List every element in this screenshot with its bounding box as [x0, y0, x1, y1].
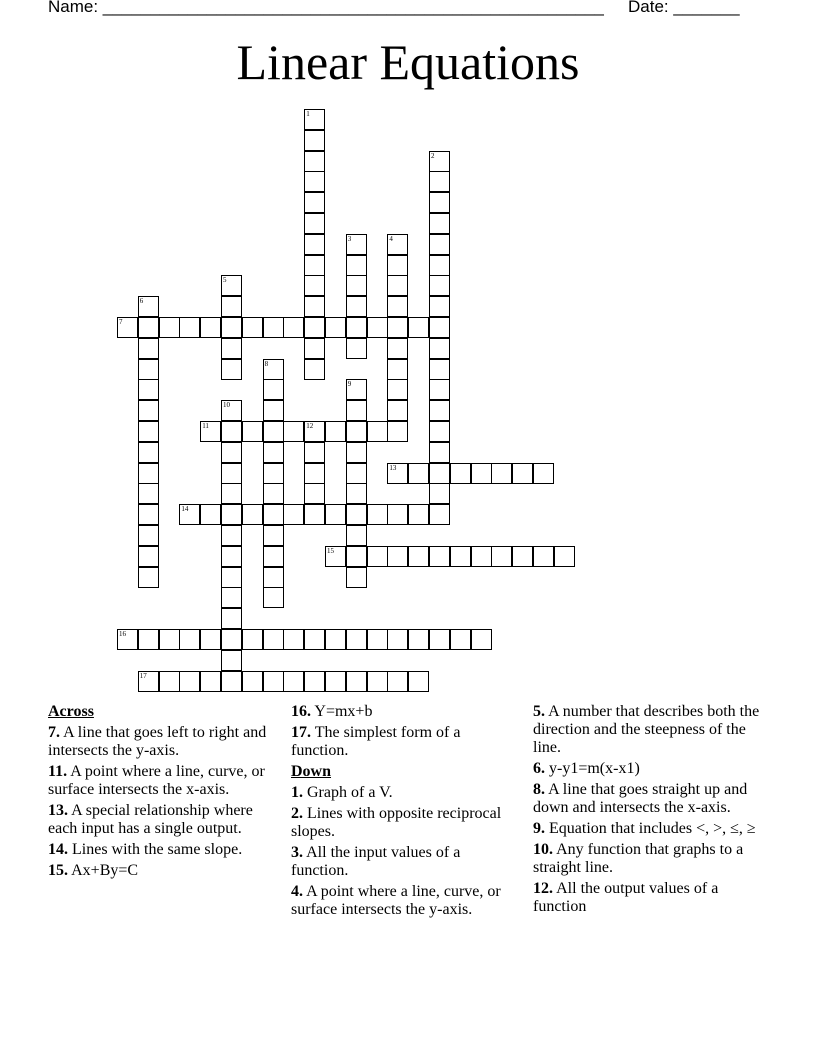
crossword-cell[interactable] — [387, 400, 408, 421]
crossword-cell[interactable] — [221, 525, 242, 546]
crossword-cell[interactable] — [221, 629, 242, 650]
clue-down-6 — [533, 760, 763, 778]
crossword-cell[interactable] — [263, 671, 284, 692]
clue-text: All the input values of a function. — [291, 844, 461, 879]
crossword-cell[interactable] — [471, 463, 492, 484]
crossword-cell[interactable] — [283, 671, 304, 692]
crossword-cell[interactable] — [408, 629, 429, 650]
crossword-cell[interactable] — [304, 171, 325, 192]
crossword-cell[interactable] — [491, 463, 512, 484]
crossword-cell[interactable] — [221, 296, 242, 317]
crossword-cell[interactable] — [512, 546, 533, 567]
crossword-cell[interactable] — [221, 504, 242, 525]
clue-number-label: 1 — [306, 110, 310, 118]
crossword-cell[interactable] — [138, 504, 159, 525]
crossword-cell[interactable] — [512, 463, 533, 484]
crossword-cell[interactable] — [304, 130, 325, 151]
crossword-cell[interactable] — [304, 234, 325, 255]
crossword-cell[interactable] — [346, 525, 367, 546]
crossword-cell[interactable] — [304, 275, 325, 296]
crossword-cell[interactable] — [346, 483, 367, 504]
clue-number-label: 3 — [347, 234, 352, 243]
clue-number: 7. — [48, 724, 60, 741]
crossword-cell[interactable] — [367, 671, 388, 692]
clue-number-label: 15 — [327, 546, 334, 555]
crossword-cell[interactable] — [387, 504, 408, 525]
clue-number: 2. — [291, 805, 303, 822]
crossword-cell[interactable] — [304, 359, 325, 380]
clue-text: Lines with the same slope. — [72, 841, 243, 858]
crossword-cell[interactable] — [263, 567, 284, 588]
clue-down-5 — [533, 703, 763, 757]
crossword-cell[interactable] — [346, 546, 367, 567]
clue-text: Any function that graphs to a straight line. — [533, 841, 744, 876]
crossword-cell[interactable] — [221, 442, 242, 463]
clue-number-label: 12 — [306, 422, 314, 430]
clues-column-3 — [533, 703, 763, 919]
crossword-cell[interactable] — [408, 463, 429, 484]
crossword-cell[interactable] — [429, 379, 450, 400]
crossword-cell[interactable] — [346, 296, 367, 317]
clue-number-label: 2 — [431, 151, 435, 160]
crossword-cell[interactable] — [138, 379, 159, 400]
crossword-cell[interactable] — [387, 359, 408, 380]
clue-down-2 — [291, 805, 521, 841]
crossword-cell[interactable] — [138, 359, 159, 380]
clue-number: 12. — [533, 880, 553, 897]
clue-text: The simplest form of a function. — [291, 724, 461, 759]
crossword-cell[interactable] — [179, 317, 200, 338]
clue-number: 17. — [291, 724, 311, 741]
clue-text: Ax+By=C — [71, 862, 139, 879]
crossword-cell[interactable] — [387, 255, 408, 276]
clue-text: A line that goes left to right and intersects the y-axis. — [48, 724, 267, 759]
crossword-cell[interactable] — [304, 255, 325, 276]
crossword-cell[interactable] — [450, 546, 471, 567]
crossword-cell[interactable] — [471, 546, 492, 567]
crossword-cell[interactable] — [346, 255, 367, 276]
crossword-cell[interactable] — [221, 567, 242, 588]
crossword-cell[interactable] — [304, 296, 325, 317]
clue-text: All the output values of a function — [533, 880, 719, 915]
crossword-cell[interactable] — [179, 671, 200, 692]
crossword-cell[interactable] — [242, 421, 263, 442]
crossword-cell[interactable] — [554, 546, 575, 567]
clue-number-label: 16 — [119, 630, 126, 638]
clues-column-1 — [48, 703, 278, 883]
crossword-cell[interactable] — [387, 317, 408, 338]
crossword-cell[interactable] — [387, 629, 408, 650]
clue-number: 16. — [291, 703, 311, 720]
clue-number-label: 13 — [389, 463, 397, 472]
crossword-cell[interactable] — [325, 421, 346, 442]
page-title: Linear Equations — [236, 34, 580, 90]
crossword-cell[interactable] — [304, 483, 325, 504]
crossword-cell[interactable] — [325, 317, 346, 338]
clue-number-label: 5 — [223, 276, 227, 285]
crossword-cell[interactable] — [200, 629, 221, 650]
clue-number-label: 6 — [139, 297, 144, 306]
crossword-cell[interactable] — [138, 525, 159, 546]
crossword-cell[interactable] — [387, 379, 408, 400]
clue-number: 11. — [48, 763, 68, 780]
crossword-cell[interactable] — [221, 317, 242, 338]
crossword-cell[interactable] — [179, 629, 200, 650]
crossword-cell[interactable] — [159, 317, 180, 338]
crossword-cell[interactable] — [346, 463, 367, 484]
crossword-cell[interactable] — [429, 275, 450, 296]
crossword-cell[interactable] — [429, 296, 450, 317]
crossword-cell[interactable] — [346, 629, 367, 650]
crossword-cell[interactable] — [138, 421, 159, 442]
clue-across-11 — [48, 763, 278, 799]
clue-number: 8. — [533, 781, 545, 798]
crossword-cell[interactable] — [429, 442, 450, 463]
crossword-cell[interactable] — [263, 504, 284, 525]
clue-number-label: 17 — [139, 671, 147, 680]
crossword-cell[interactable] — [367, 546, 388, 567]
crossword-cell[interactable] — [346, 504, 367, 525]
clue-number: 15. — [48, 862, 68, 879]
crossword-cell[interactable] — [408, 671, 429, 692]
crossword-cell[interactable] — [138, 400, 159, 421]
clue-number-label: 7 — [119, 318, 123, 326]
clue-text: A number that describes both the direction and the steepness of the line. — [533, 703, 760, 756]
crossword-cell[interactable] — [346, 317, 367, 338]
crossword-cell[interactable] — [242, 504, 263, 525]
crossword-cell[interactable] — [200, 671, 221, 692]
crossword-cell[interactable] — [325, 629, 346, 650]
crossword-cell[interactable] — [263, 421, 284, 442]
crossword-cell[interactable] — [138, 629, 159, 650]
clue-across-13 — [48, 802, 278, 838]
crossword-cell[interactable] — [429, 463, 450, 484]
crossword-cell[interactable] — [263, 463, 284, 484]
clue-down-9 — [533, 820, 763, 838]
crossword-cell[interactable] — [221, 338, 242, 359]
crossword-cell[interactable] — [429, 171, 450, 192]
crossword-cell[interactable] — [138, 317, 159, 338]
crossword-cell[interactable] — [263, 379, 284, 400]
crossword-cell[interactable] — [263, 317, 284, 338]
crossword-cell[interactable] — [263, 483, 284, 504]
crossword-cell[interactable] — [429, 504, 450, 525]
crossword-cell[interactable] — [221, 587, 242, 608]
clue-text: Graph of a V. — [307, 784, 393, 801]
crossword-cell[interactable] — [429, 483, 450, 504]
crossword-cell[interactable] — [138, 567, 159, 588]
crossword-cell[interactable] — [242, 629, 263, 650]
crossword-cell[interactable] — [346, 338, 367, 359]
crossword-cell[interactable] — [367, 317, 388, 338]
crossword-cell[interactable] — [367, 421, 388, 442]
crossword-cell[interactable] — [200, 317, 221, 338]
clue-down-10 — [533, 841, 763, 877]
clue-text: Equation that includes <, >, ≤, ≥ — [549, 820, 756, 837]
crossword-cell[interactable] — [304, 442, 325, 463]
crossword-cell[interactable] — [387, 421, 408, 442]
crossword-cell[interactable] — [263, 546, 284, 567]
clue-across-14 — [48, 841, 278, 859]
crossword-cell[interactable] — [221, 359, 242, 380]
crossword-cell[interactable] — [283, 317, 304, 338]
crossword-cell[interactable] — [429, 213, 450, 234]
down-heading: Down — [291, 763, 332, 780]
crossword-cell[interactable] — [304, 192, 325, 213]
crossword-cell[interactable] — [346, 275, 367, 296]
crossword-cell[interactable] — [221, 483, 242, 504]
crossword-cell[interactable] — [346, 421, 367, 442]
crossword-cell[interactable] — [138, 338, 159, 359]
crossword-cell[interactable] — [221, 463, 242, 484]
date-field-label[interactable]: Date: _______ — [628, 0, 740, 16]
crossword-cell[interactable] — [221, 421, 242, 442]
crossword-cell[interactable] — [221, 650, 242, 671]
crossword-cell[interactable] — [367, 629, 388, 650]
clue-text: y-y1=m(x-x1) — [549, 760, 640, 777]
crossword-cell[interactable] — [429, 192, 450, 213]
crossword-cell[interactable] — [200, 504, 221, 525]
crossword-cell[interactable] — [346, 671, 367, 692]
crossword-cell[interactable] — [408, 546, 429, 567]
crossword-cell[interactable] — [304, 629, 325, 650]
clue-number: 1. — [291, 784, 303, 801]
clue-across-16 — [291, 703, 521, 721]
clue-across-15 — [48, 862, 278, 880]
crossword-cell[interactable] — [429, 317, 450, 338]
clue-text: A point where a line, curve, or surface intersects the x-axis. — [48, 763, 265, 798]
name-field-label[interactable]: Name: _____________________________________________________ — [48, 0, 604, 16]
crossword-cell[interactable] — [242, 317, 263, 338]
clue-across-7 — [48, 724, 278, 760]
clue-text: Y=mx+b — [314, 703, 373, 720]
clue-text: Lines with opposite reciprocal slopes. — [291, 805, 502, 840]
clue-text: A line that goes straight up and down and intersects the x-axis. — [533, 781, 748, 816]
crossword-cell[interactable] — [304, 213, 325, 234]
across-heading: Across — [48, 703, 94, 720]
crossword-cell[interactable] — [429, 359, 450, 380]
crossword-cell[interactable] — [367, 504, 388, 525]
crossword-cell[interactable] — [325, 504, 346, 525]
crossword-cell[interactable] — [263, 525, 284, 546]
crossword-cell[interactable] — [429, 421, 450, 442]
crossword-cell[interactable] — [138, 483, 159, 504]
crossword-cell[interactable] — [408, 504, 429, 525]
crossword-cell[interactable] — [450, 463, 471, 484]
crossword-cell[interactable] — [283, 629, 304, 650]
clue-across-17 — [291, 724, 521, 760]
crossword-cell[interactable] — [221, 546, 242, 567]
crossword-cell[interactable] — [387, 671, 408, 692]
crossword-cell[interactable] — [346, 400, 367, 421]
crossword-cell[interactable] — [429, 400, 450, 421]
crossword-cell[interactable] — [387, 275, 408, 296]
crossword-cell[interactable] — [429, 338, 450, 359]
clue-number-label: 11 — [202, 422, 209, 430]
clue-number: 6. — [533, 760, 545, 777]
crossword-cell[interactable] — [450, 629, 471, 650]
crossword-cell[interactable] — [304, 504, 325, 525]
crossword-cell[interactable] — [263, 400, 284, 421]
crossword-cell[interactable] — [429, 255, 450, 276]
clue-down-4 — [291, 883, 521, 919]
clue-down-12 — [533, 880, 763, 916]
crossword-cell[interactable] — [387, 546, 408, 567]
crossword-cell[interactable] — [533, 546, 554, 567]
crossword-cell[interactable] — [138, 442, 159, 463]
clue-down-1 — [291, 784, 521, 802]
crossword-cell[interactable] — [263, 587, 284, 608]
clue-number-label: 4 — [389, 234, 393, 243]
crossword-cell[interactable] — [138, 463, 159, 484]
crossword-cell[interactable] — [283, 504, 304, 525]
crossword-cell[interactable] — [387, 296, 408, 317]
clue-number: 14. — [48, 841, 68, 858]
clue-down-3 — [291, 844, 521, 880]
crossword-cell[interactable] — [346, 567, 367, 588]
crossword-cell[interactable] — [408, 317, 429, 338]
clue-number: 9. — [533, 820, 545, 837]
clue-down-8 — [533, 781, 763, 817]
clue-number: 4. — [291, 883, 303, 900]
crossword-cell[interactable] — [346, 442, 367, 463]
crossword-cell[interactable] — [283, 421, 304, 442]
clue-number-label: 10 — [223, 401, 230, 410]
crossword-cell[interactable] — [304, 671, 325, 692]
crossword-cell[interactable] — [304, 151, 325, 172]
crossword-cell[interactable] — [387, 338, 408, 359]
crossword-cell[interactable] — [221, 671, 242, 692]
crossword-cell[interactable] — [304, 317, 325, 338]
clue-number: 10. — [533, 841, 553, 858]
clue-number: 3. — [291, 844, 303, 861]
crossword-cell[interactable] — [159, 671, 180, 692]
clues-column-2 — [291, 703, 521, 922]
crossword-cell[interactable] — [533, 463, 554, 484]
crossword-cell[interactable] — [325, 671, 346, 692]
clue-number-label: 8 — [264, 359, 269, 368]
clue-number-label: 9 — [347, 380, 352, 389]
clue-text: A point where a line, curve, or surface intersects the y-axis. — [291, 883, 501, 918]
crossword-cell[interactable] — [429, 234, 450, 255]
crossword-cell[interactable] — [159, 629, 180, 650]
crossword-cell[interactable] — [138, 546, 159, 567]
crossword-cell[interactable] — [221, 608, 242, 629]
crossword-cell[interactable] — [471, 629, 492, 650]
crossword-cell[interactable] — [429, 546, 450, 567]
crossword-cell[interactable] — [304, 338, 325, 359]
crossword-cell[interactable] — [429, 629, 450, 650]
clue-number-label: 14 — [181, 505, 189, 514]
clue-number: 5. — [533, 703, 545, 720]
crossword-cell[interactable] — [304, 463, 325, 484]
clue-text: A special relationship where each input has a single output. — [48, 802, 253, 837]
crossword-cell[interactable] — [242, 671, 263, 692]
crossword-cell[interactable] — [491, 546, 512, 567]
clue-number: 13. — [48, 802, 68, 819]
crossword-cell[interactable] — [263, 442, 284, 463]
crossword-cell[interactable] — [263, 629, 284, 650]
